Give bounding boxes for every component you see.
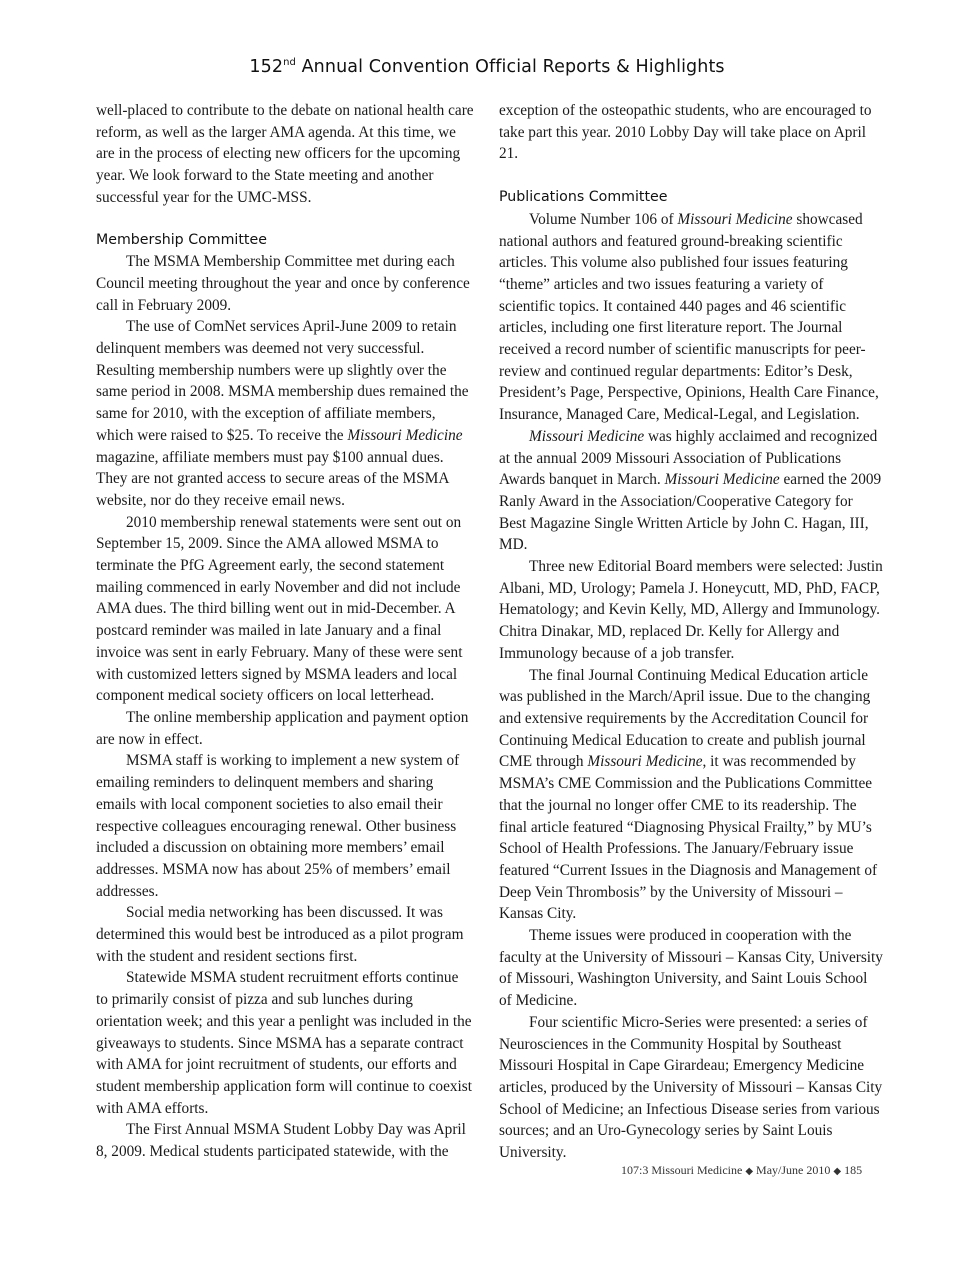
page-footer: [621, 1163, 862, 1178]
journal-title: Missouri Medicine: [664, 471, 780, 489]
journal-title: Missouri Medicine: [677, 210, 793, 228]
publications-paragraph-3: Three new Editorial Board members were selected: Justin Albani, MD, Urology; Pamela J. Honeycutt, MD, PhD, FACP, Hematology; and Kevin Kelly, MD, Allergy and Immunology. Chitra Dinakar, MD, replaced Dr. Kelly for Allergy and Immunology because of a job transfer.: [499, 558, 883, 662]
publications-paragraph-1: Volume Number 106 of Missouri Medicine showcased national authors and featured ground-breaking scientific articles. This volume also published four issues featuring “theme” articles and two issues featuring a variety of scientific topics. It contained 440 pages and 46 scientific articles, including one first literature report. The Journal received a record number of scientific manuscripts for peer-review and continued regular departments: Editor’s Desk, President’s Page, Perspective, Opinions, Health Care Finance, Insurance, Managed Care, Medical-Legal, and Legislation.: [499, 210, 879, 424]
journal-title: Missouri Medicine: [347, 426, 463, 444]
journal-title: Missouri Medicine: [529, 427, 645, 445]
membership-paragraph-3: 2010 membership renewal statements were sent out on September 15, 2009. Since the AMA allowed MSMA to terminate the PfG Agreement early, the second statement mailing commenced in early November and did not include AMA dues. The third billing went out in mid-December. A postcard reminder was mailed in late January and a final invoice was sent in early February. Many of these were sent with customized letters signed by MSMA leaders and local component medical society officers on local letterhead.: [96, 513, 463, 705]
footer-issue: 107:3 Missouri Medicine: [621, 1163, 743, 1177]
membership-paragraph-2: The use of ComNet services April-June 2009 to retain delinquent members was deemed not very successful. Resulting membership numbers were up slightly over the same period in 2008. MSMA membership dues remained the same for 2010, with the exception of affiliate members, which were raised to $25. To receive the Missouri Medicine magazine, affiliate members must pay $100 annual dues. They are not granted access to secure areas of the MSMA website, nor do they receive email news.: [96, 318, 469, 509]
diamond-separator-icon: ◆: [745, 1166, 754, 1177]
membership-paragraph-6: Social media networking has been discussed. It was determined this would best be introduced as a pilot program with the student and resident sections first.: [96, 904, 464, 965]
header-number: 152: [249, 57, 284, 77]
journal-title: Missouri Medicine: [587, 753, 703, 771]
footer-page-number: 185: [844, 1163, 863, 1177]
header-ordinal-suffix: nd: [283, 57, 296, 68]
header-title: Annual Convention Official Reports & Highlights: [295, 57, 725, 77]
right-column: [499, 100, 883, 1164]
membership-paragraph-7: Statewide MSMA student recruitment efforts continue to primarily consist of pizza and sub lunches during orientation week; and this year a penlight was included in the giveaways to students. Since MSMA has a separate contract with AMA for joint recruitment of students, our efforts and student membership application form will continue to coexist with AMA efforts.: [96, 969, 472, 1117]
left-intro-paragraph: well-placed to contribute to the debate on national health care reform, as well as the larger AMA agenda. At this time, we are in the process of electing new officers for the upcoming year. We look forward to the State meeting and another successful year for the UMC-MSS.: [96, 102, 474, 206]
publications-paragraph-2: Missouri Medicine was highly acclaimed and recognized at the annual 2009 Missouri Association of Publications Awards banquet in March. Missouri Medicine earned the 2009 Ranly Award in the Association/Cooperative Category for Best Magazine Single Written Article by John C. Hagan, III, MD.: [499, 427, 882, 554]
publications-paragraph-5: Theme issues were produced in cooperation with the faculty at the University of Missouri – Kansas City, University of Missouri, Washington University, and Saint Louis School of Medicine.: [499, 927, 883, 1010]
membership-paragraph-1: The MSMA Membership Committee met during each Council meeting throughout the year and once by conference call in February 2009.: [96, 253, 470, 314]
membership-paragraph-5: MSMA staff is working to implement a new system of emailing reminders to delinquent members and sharing emails with local component societies to also email their respective colleagues encouraging renewal. Other business included a discussion on obtaining more members’ email addresses. MSMA now has about 25% of members’ email addresses.: [96, 752, 460, 900]
diamond-separator-icon: ◆: [833, 1166, 842, 1177]
membership-paragraph-4: The online membership application and payment option are now in effect.: [96, 708, 469, 748]
publications-committee-heading: Publications Committee: [499, 189, 668, 206]
publications-paragraph-4: The final Journal Continuing Medical Education article was published in the March/April issue. Due to the changing and extensive requirements by the Accreditation Council for Continuing Medical Education to create and publish journal CME through Missouri Medicine, it was recommended by MSMA’s CME Commission and the Publications Committee that the journal no longer offer CME to its readership. The final article featured “Diagnosing Physical Frailty,” by MU’s School of Health Professions. The January/February issue featured “Current Issues in the Diagnosis and Management of Deep Vein Thrombosis” by the University of Missouri – Kansas City.: [499, 666, 878, 923]
right-continuation-paragraph: exception of the osteopathic students, who are encouraged to take part this year. 2010 Lobby Day will take place on April 21.: [499, 102, 872, 163]
membership-paragraph-8: The First Annual MSMA Student Lobby Day was April 8, 2009. Medical students participated statewide, with the: [96, 1121, 466, 1161]
footer-date: May/June 2010: [756, 1163, 831, 1177]
membership-committee-heading: Membership Committee: [96, 231, 267, 248]
page-header: [0, 57, 960, 77]
publications-paragraph-6: Four scientific Micro-Series were presented: a series of Neurosciences in the Community Hospital by Southeast Missouri Hospital in Cape Girardeau; Emergency Medicine articles, produced by the University of Missouri – Kansas City School of Medicine; an Infectious Disease series from various sources; and an Uro-Gynecology series by Saint Louis University.: [499, 1013, 883, 1162]
left-column: [96, 100, 474, 1163]
